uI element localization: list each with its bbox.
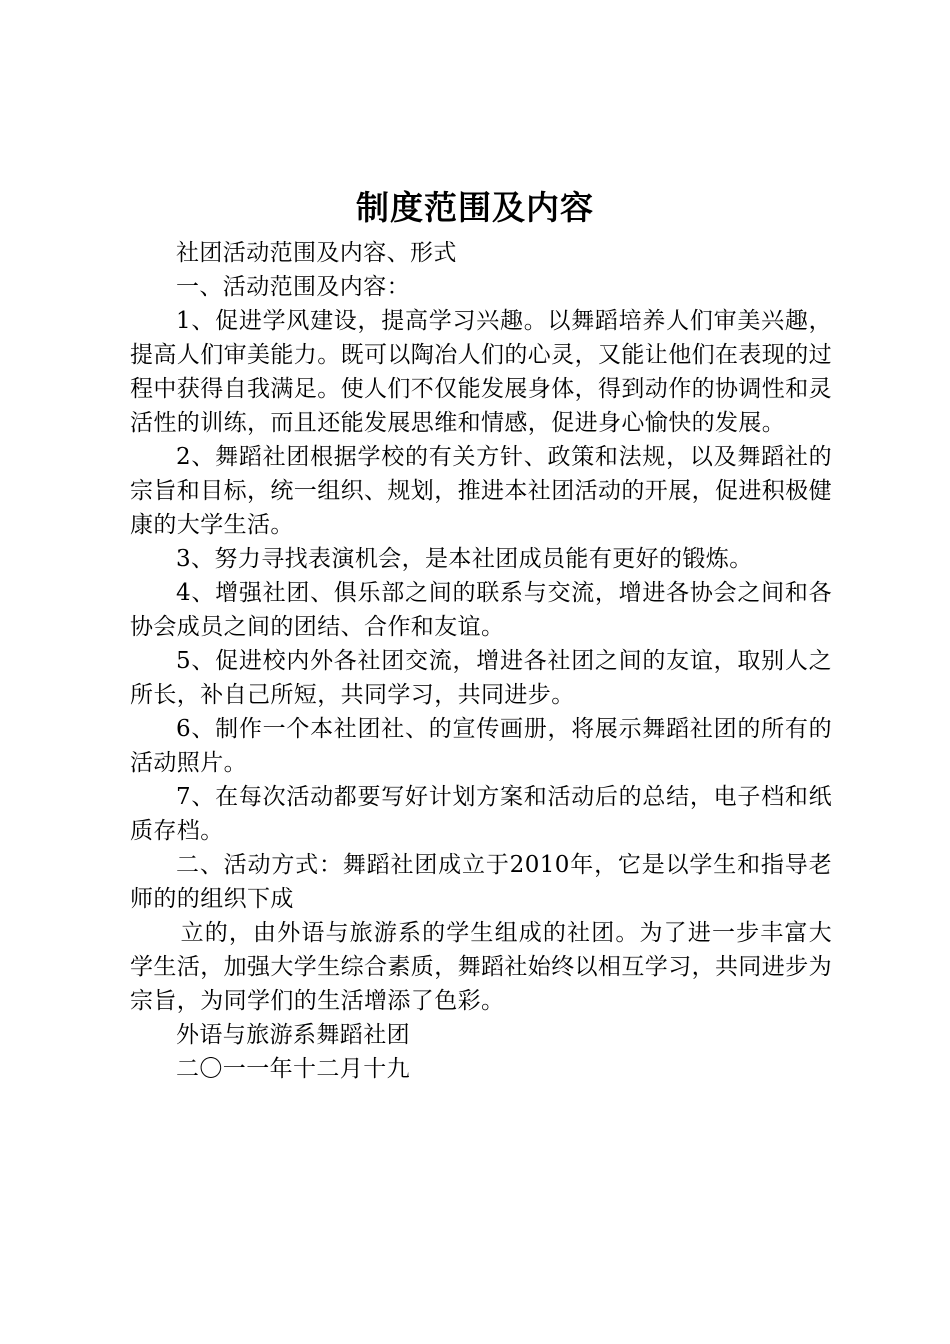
paragraph-item-1: 1、促进学风建设，提高学习兴趣。以舞蹈培养人们审美兴趣，提高人们审美能力。既可以陶冶人们的心灵，又能让他们在表现的过程中获得自我满足。使人们不仅能发展身体，得到动作的协调性和灵活性的训练，而且还能发展思维和情感，促进身心愉快的发展。 bbox=[130, 308, 832, 436]
signature-date: 二〇一一年十二月十九 bbox=[176, 1056, 410, 1082]
document-body bbox=[130, 236, 832, 1086]
paragraph-item-7: 7、在每次活动都要写好计划方案和活动后的总结，电子档和纸质存档。 bbox=[130, 784, 832, 844]
paragraph-item-4: 4、增强社团、俱乐部之间的联系与交流，增进各协会之间和各协会成员之间的团结、合作和友谊。 bbox=[130, 580, 832, 640]
document-title: 制度范围及内容 bbox=[356, 188, 594, 227]
paragraph-item-5: 5、促进校内外各社团交流，增进各社团之间的友谊，取别人之所长，补自己所短，共同学习，共同进步。 bbox=[130, 648, 832, 708]
paragraph-section-2-continued: 立的，由外语与旅游系的学生组成的社团。为了进一步丰富大学生活，加强大学生综合素质，舞蹈社始终以相互学习，共同进步为宗旨，为同学们的生活增添了色彩。 bbox=[130, 920, 832, 1014]
paragraph-item-6: 6、制作一个本社团社、的宣传画册，将展示舞蹈社团的所有的活动照片。 bbox=[130, 716, 832, 776]
paragraph-section-2: 二、活动方式：舞蹈社团成立于2010年，它是以学生和指导老师的的组织下成 bbox=[130, 852, 832, 912]
paragraph-item-3: 3、努力寻找表演机会，是本社团成员能有更好的锻炼。 bbox=[176, 546, 753, 572]
paragraph-subtitle: 社团活动范围及内容、形式 bbox=[176, 240, 457, 266]
paragraph-section-1-heading: 一、活动范围及内容： bbox=[176, 274, 410, 300]
paragraph-item-2: 2、舞蹈社团根据学校的有关方针、政策和法规，以及舞蹈社的宗旨和目标，统一组织、规划，推进本社团活动的开展，促进积极健康的大学生活。 bbox=[130, 444, 832, 538]
signature-organization: 外语与旅游系舞蹈社团 bbox=[176, 1022, 410, 1048]
